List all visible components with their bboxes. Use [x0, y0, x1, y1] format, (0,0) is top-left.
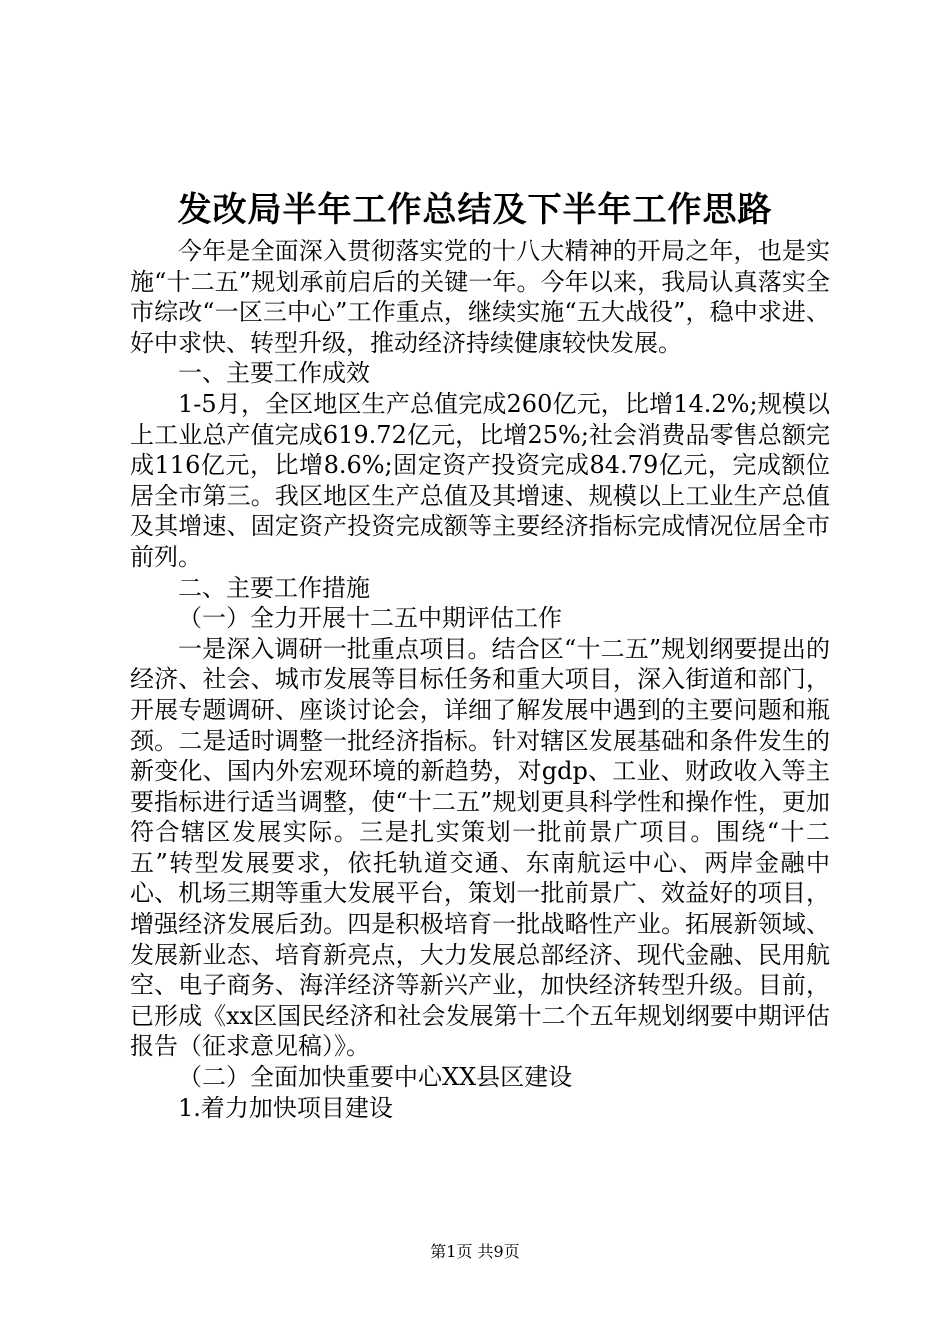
section-heading-measures: 二、主要工作措施 [178, 573, 370, 602]
paragraph-results: 1-5月，全区地区生产总值完成260亿元，比增14.2%;规模以上工业总产值完成619.72亿元，比增25%;社会消费品零售总额完成116亿元，比增8.6%;固定资产投资完成84.79亿元，完成额位居全市第三。我区地区生产总值及其增速、规模以上工业生产总值及其增速、固定资产投资完成额等主要经济指标完成情况位居全市前列。 [130, 389, 830, 571]
section-heading-results: 一、主要工作成效 [178, 359, 370, 388]
document-title: 发改局半年工作总结及下半年工作思路 [177, 190, 773, 230]
paragraph-evaluation: 一是深入调研一批重点项目。结合区“十二五”规划纲要提出的经济、社会、城市发展等目标任务和重大项目，深入街道和部门，开展专题调研、座谈讨论会，详细了解发展中遇到的主要问题和瓶颈。二是适时调整一批经济指标。针对辖区发展基础和条件发生的新变化、国内外宏观环境的新趋势，对gdp、工业、财政收入等主要指标进行适当调整，使“十二五”规划更具科学性和操作性，更加符合辖区发展实际。三是扎实策划一批前景广项目。围绕“十二五”转型发展要求，依托轨道交通、东南航运中心、两岸金融中心、机场三期等重大发展平台，策划一批前景广、效益好的项目，增强经济发展后劲。四是积极培育一批战略性产业。拓展新领域、发展新业态、培育新亮点，大力发展总部经济、现代金融、民用航空、电子商务、海洋经济等新兴产业，加快经济转型升级。目前，已形成《xx区国民经济和社会发展第十二个五年规划纲要中期评估报告（征求意见稿）》。 [130, 634, 830, 1061]
page-footer: 第1页 共9页 [430, 1242, 520, 1261]
subsection-heading-evaluation: （一）全力开展十二五中期评估工作 [178, 604, 562, 633]
document-body [130, 236, 830, 1123]
item-heading-projects: 1.着力加快项目建设 [178, 1093, 393, 1122]
paragraph-intro: 今年是全面深入贯彻落实党的十八大精神的开局之年，也是实施“十二五”规划承前启后的关键一年。今年以来，我局认真落实全市综改“一区三中心”工作重点，继续实施“五大战役”，稳中求进、好中求快、转型升级，推动经济持续健康较快发展。 [130, 237, 830, 357]
subsection-heading-center: （二）全面加快重要中心XX县区建设 [178, 1063, 573, 1092]
